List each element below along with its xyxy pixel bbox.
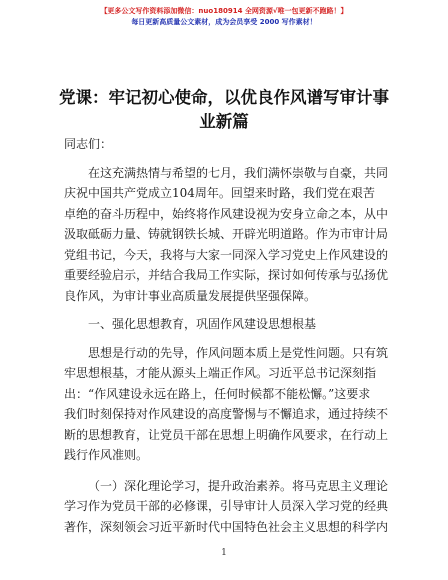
paragraph-line: 良作风，为审计事业高质量发展提供坚强保障。: [64, 288, 317, 303]
paragraph-line: 思想是行动的先导，作风问题本质上是党性问题。只有筑: [88, 345, 389, 360]
section-heading: 一、强化思想教育，巩固作风建设思想根基: [88, 317, 317, 331]
paragraph-line: 学习作为党员干部的必修课，引导审计人员深入学习党的经典: [64, 499, 389, 513]
greeting: 同志们：: [64, 137, 113, 151]
document-title: [0, 86, 448, 134]
paragraph-line: 庆祝中国共产党成立104周年。回望来时路，我们党在艰苦: [64, 186, 375, 200]
page-number: 1: [221, 548, 227, 558]
paragraph-line: 践行作风准则。: [64, 448, 149, 462]
paragraph-line: 卓绝的奋斗历程中，始终将作风建设视为安身立命之本，从中: [64, 206, 389, 221]
paragraph-line: 出：“作风建设永远在路上，任何时候都不能松懈。”这要求: [64, 386, 371, 401]
banner-line-1: 【更多公文写作资料添加微信：nuo180914 全网资源√唯一包更新不跑路！】: [100, 7, 348, 15]
paragraph-line: 党组书记，今天，我将与大家一同深入学习党史上作风建设的: [64, 247, 389, 262]
paragraph-line: 著作，深刻领会习近平新时代中国特色社会主义思想的科学内: [64, 519, 389, 534]
paragraph-1: [64, 163, 394, 307]
banner-line-2: 每日更新高质量公文素材，成为会员享受 2000 写作素材！: [131, 18, 317, 26]
document-body: [64, 134, 394, 537]
paragraph-line: 我们时刻保持对作风建设的高度警惕与不懈追求，通过持续不: [64, 407, 389, 421]
paragraph-line: （一）深化理论学习，提升政治素养。将马克思主义理论: [88, 478, 389, 493]
paragraph-line: 牢思想根基，才能从源头上端正作风。习近平总书记深刻指: [64, 366, 377, 380]
title-line-1: 党课：牢记初心使命，以优良作风谱写审计事: [59, 88, 389, 107]
paragraph-line: 重要经验启示，并结合我局工作实际，探讨如何传承与弘扬优: [64, 268, 389, 282]
promo-banner: [0, 6, 448, 28]
paragraph-line: 断的思想教育，让党员干部在思想上明确作风要求，在行动上: [64, 427, 389, 442]
paragraph-line: 汲取砥砺力量、铸就钢铁长城、开辟光明道路。作为市审计局: [64, 227, 389, 241]
paragraph-2: [64, 343, 394, 466]
paragraph-line: 在这充满热情与希望的七月，我们满怀崇敬与自豪，共同: [88, 165, 389, 180]
paragraph-3: [64, 476, 394, 538]
title-line-2: 业新篇: [199, 112, 249, 131]
